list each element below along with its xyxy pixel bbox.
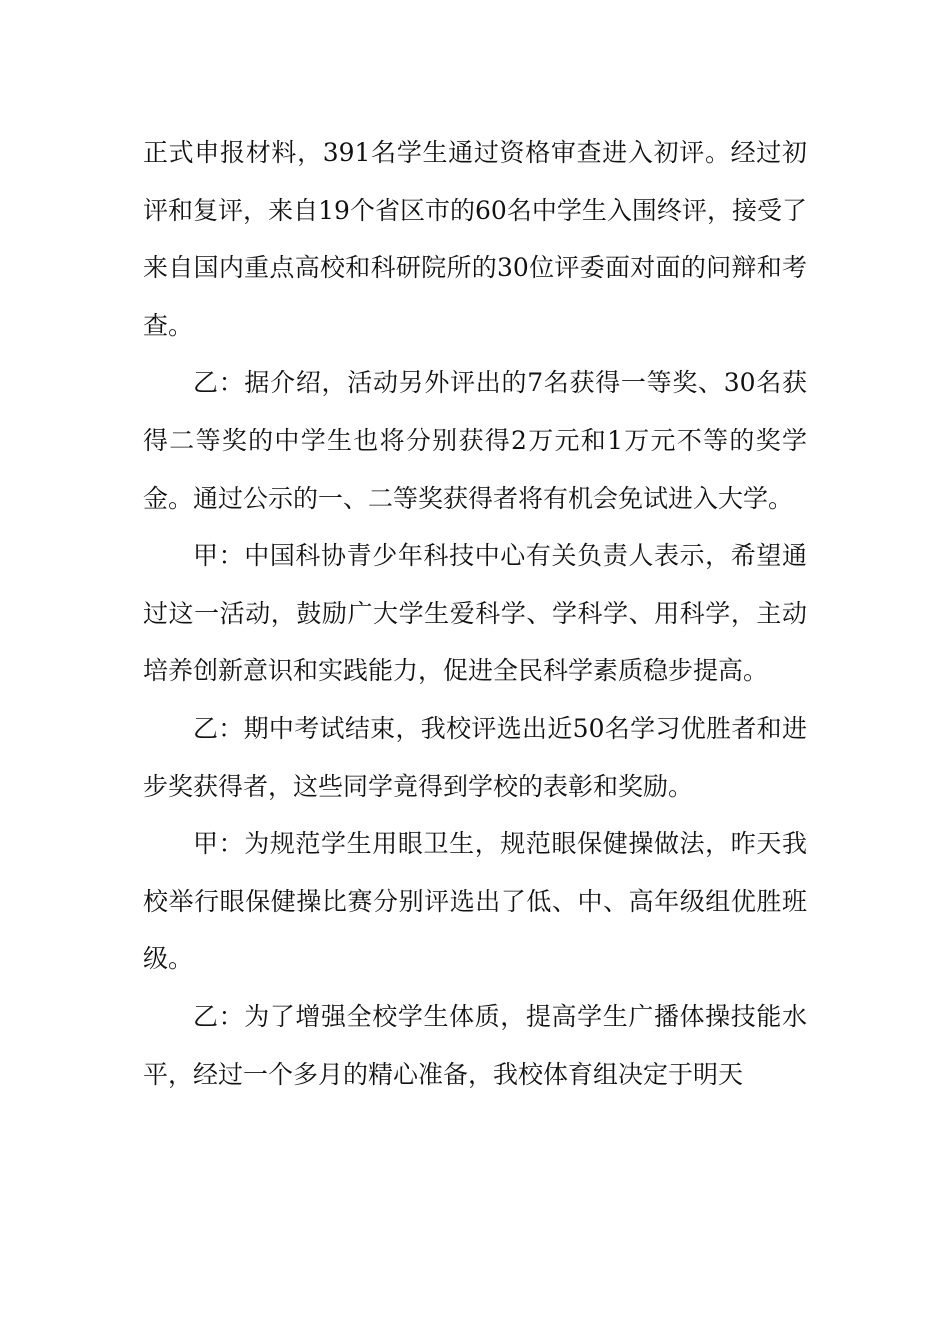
paragraph-broadcast-gymnastics: 乙：为了增强全校学生体质，提高学生广播体操技能水平，经过一个多月的精心准备，我校体育组决定于明天 <box>143 1001 807 1089</box>
paragraph-scholarship: 乙：据介绍，活动另外评出的7名获得一等奖、30名获得二等奖的中学生也将分别获得2万元和1万元不等的奖学金。通过公示的一、二等奖获得者将有机会免试进入大学。 <box>143 368 807 513</box>
paragraph-midterm-awards: 乙：期中考试结束，我校评选出近50名学习优胜者和进步奖获得者，这些同学竟得到学校的表彰和奖励。 <box>143 713 807 801</box>
paragraph-eye-exercise: 甲：为规范学生用眼卫生，规范眼保健操做法，昨天我校举行眼保健操比赛分别评选出了低、中、高年级组优胜班级。 <box>143 829 807 974</box>
paragraph-continuation: 正式申报材料，391名学生通过资格审查进入初评。经过初评和复评，来自19个省区市的60名中学生入围终评，接受了来自国内重点高校和科研院所的30位评委面对面的问辩和考查。 <box>143 138 807 340</box>
body-text <box>143 124 807 1103</box>
paragraph-science-center: 甲：中国科协青少年科技中心有关负责人表示，希望通过这一活动，鼓励广大学生爱科学、学科学、用科学，主动培养创新意识和实践能力，促进全民科学素质稳步提高。 <box>143 541 807 686</box>
